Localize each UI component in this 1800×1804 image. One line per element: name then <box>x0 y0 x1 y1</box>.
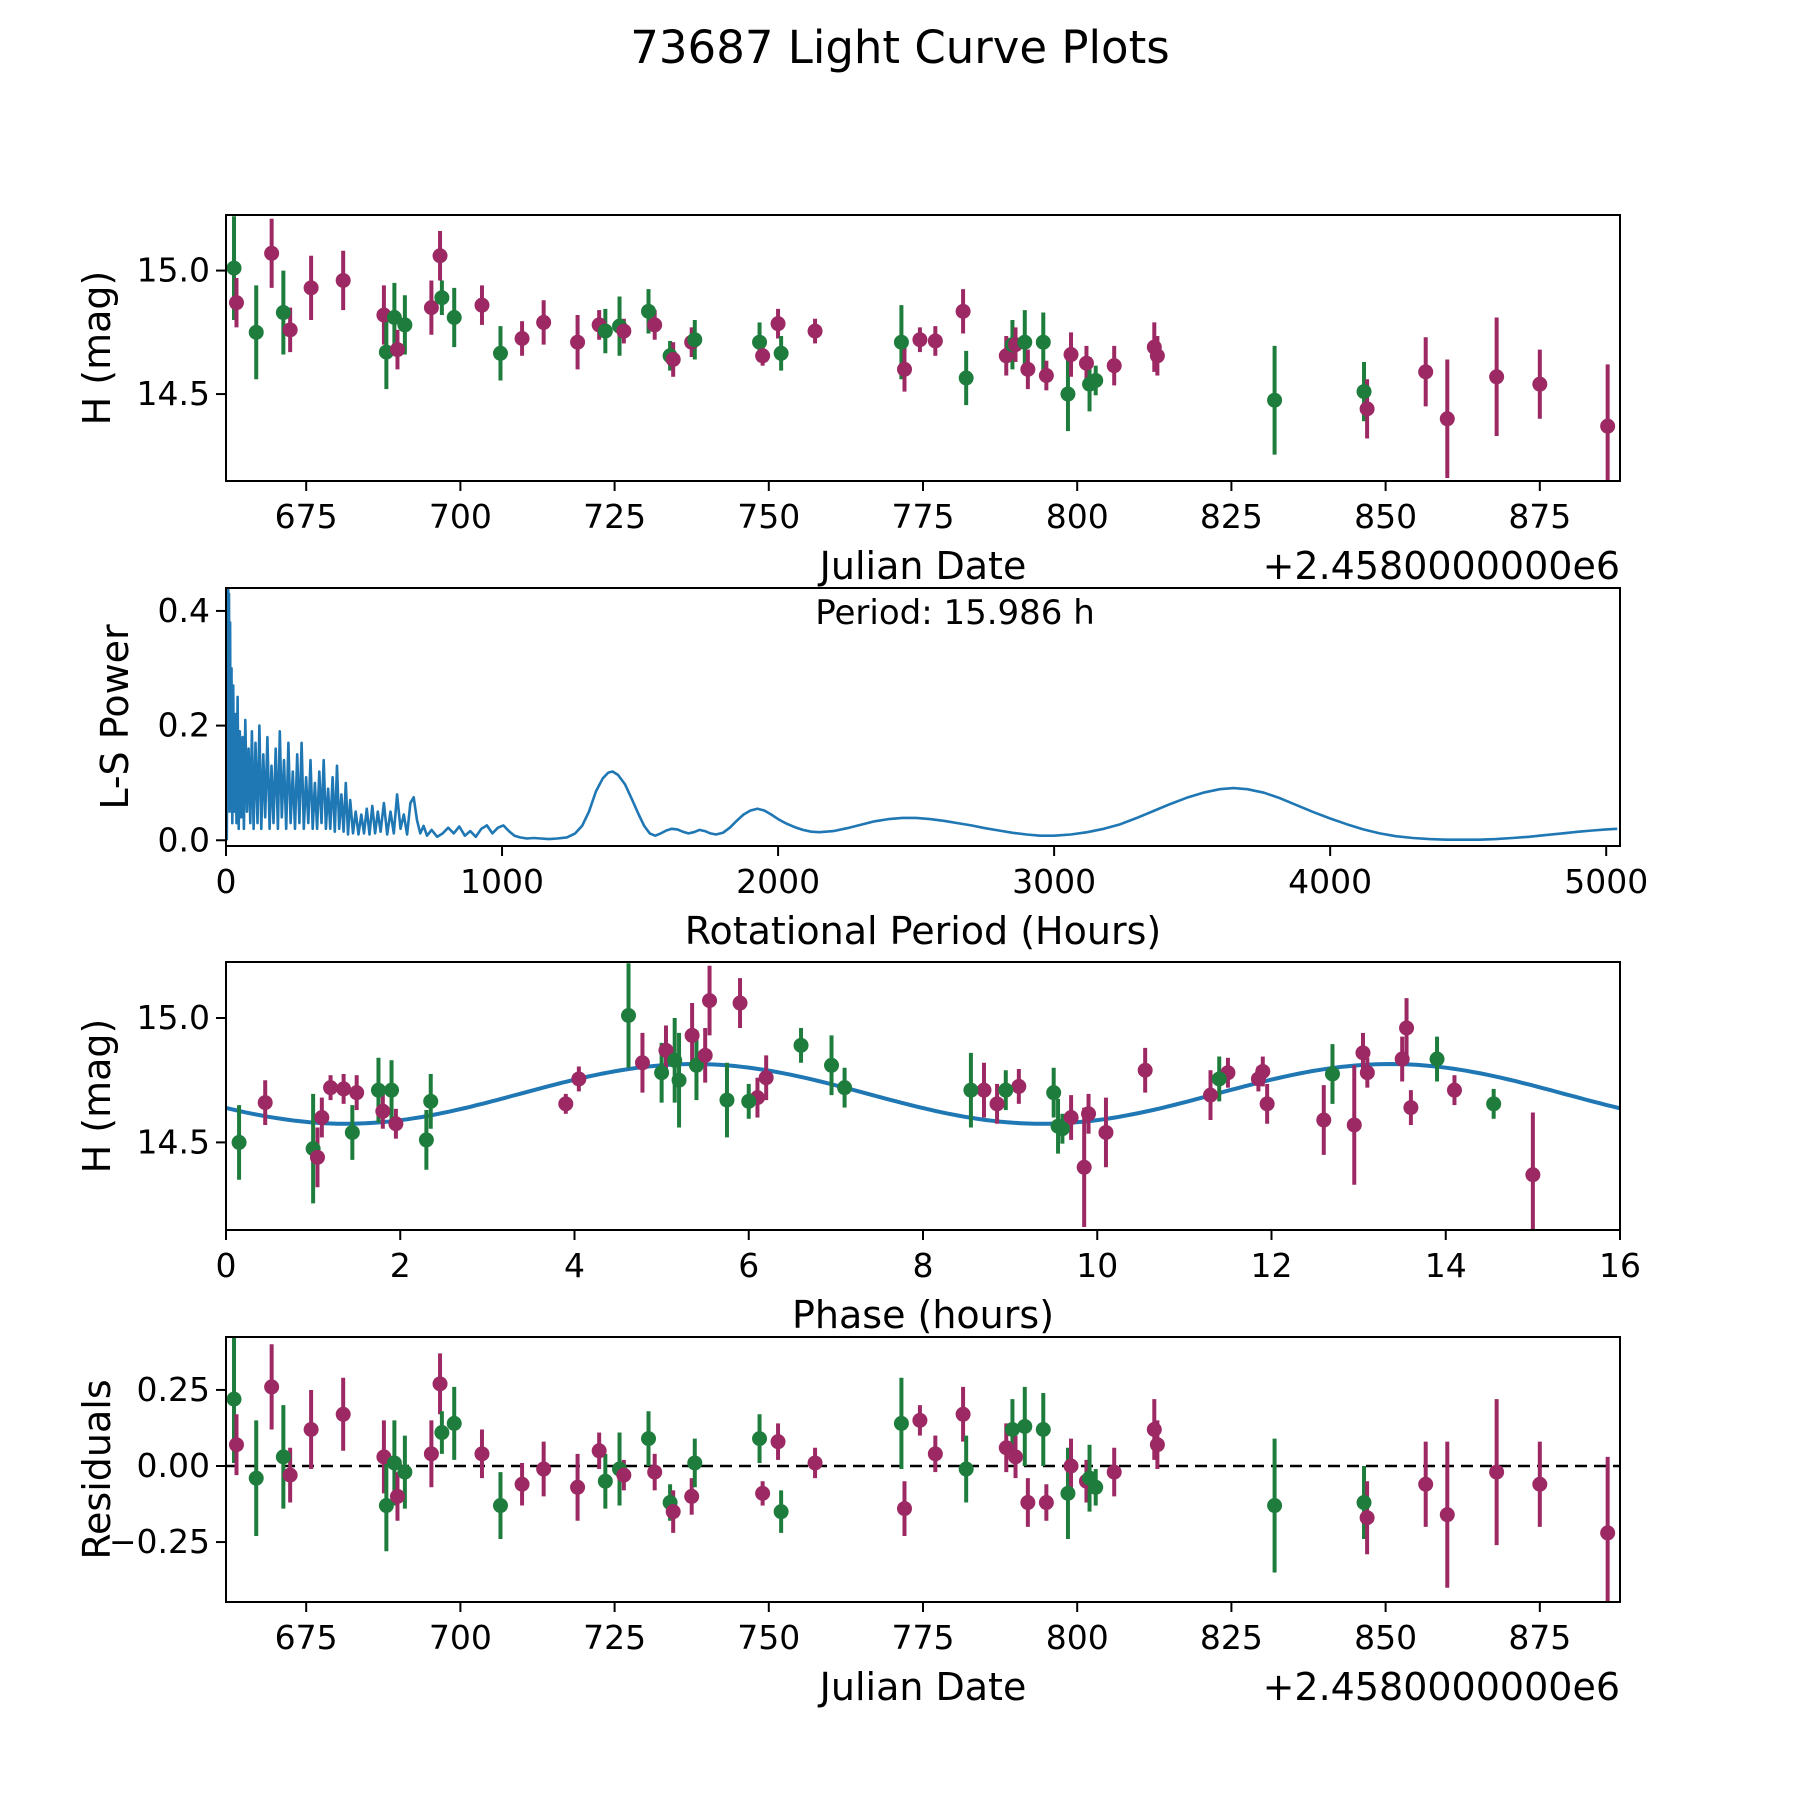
data-point <box>264 1379 279 1394</box>
phase-folded-panel-xtick-label: 4 <box>564 1246 585 1285</box>
residuals-panel-xtick-label: 825 <box>1199 1618 1263 1657</box>
residuals-panel-xtick-label: 750 <box>737 1618 801 1657</box>
periodogram-panel-ylabel: L-S Power <box>93 624 137 810</box>
data-point <box>598 324 613 339</box>
data-point <box>276 1449 291 1464</box>
periodogram-panel-xtick-label: 2000 <box>736 862 821 901</box>
data-point <box>616 324 631 339</box>
data-point <box>345 1125 360 1140</box>
data-point <box>621 1008 636 1023</box>
data-point <box>824 1058 839 1073</box>
figure-title: 73687 Light Curve Plots <box>630 21 1170 74</box>
phase-folded-panel-xlabel: Phase (hours) <box>791 1293 1055 1337</box>
jd-magnitude-panel-plot-area <box>227 216 1616 488</box>
data-point <box>774 1504 789 1519</box>
phase-folded-panel-xtick-label: 0 <box>215 1246 237 1285</box>
jd-magnitude-panel-ytick-label: 15.0 <box>136 250 210 290</box>
data-point <box>741 1094 756 1109</box>
data-point <box>1017 335 1032 350</box>
data-point <box>283 322 298 337</box>
residuals-panel-offset-text: +2.4580000000e6 <box>1262 1665 1620 1709</box>
panel-spines <box>226 1337 1620 1602</box>
data-point <box>1267 393 1282 408</box>
data-point <box>493 346 508 361</box>
periodogram-panel-ytick-label: 0.2 <box>157 705 210 745</box>
data-point <box>894 1416 909 1431</box>
periodogram-panel-ticks <box>158 591 1649 901</box>
data-point <box>349 1085 364 1100</box>
data-point <box>1060 387 1075 402</box>
jd-magnitude-panel-xtick-label: 700 <box>428 497 492 536</box>
data-point <box>571 1071 586 1086</box>
residuals-panel-xtick-label: 775 <box>891 1618 955 1657</box>
periodogram-panel-ytick-label: 0.0 <box>157 820 210 860</box>
data-point <box>976 1083 991 1098</box>
residuals-panel-plot-area <box>226 1335 1620 1609</box>
data-point <box>1036 1422 1051 1437</box>
data-point <box>1081 1106 1096 1121</box>
data-point <box>249 1471 264 1486</box>
data-point <box>1212 1071 1227 1086</box>
data-point <box>423 1094 438 1109</box>
data-point <box>515 1477 530 1492</box>
residuals-panel-ticks <box>109 1370 1571 1657</box>
periodogram-panel-ytick-label: 0.4 <box>157 590 210 630</box>
data-point <box>598 1474 613 1489</box>
jd-magnitude-panel-xtick-label: 750 <box>737 497 801 536</box>
data-point <box>990 1096 1005 1111</box>
phase-folded-panel-ytick-label: 15.0 <box>136 997 210 1037</box>
data-point <box>956 304 971 319</box>
data-point <box>390 1489 405 1504</box>
data-point <box>666 352 681 367</box>
data-point <box>684 1489 699 1504</box>
data-point <box>227 1392 242 1407</box>
jd-magnitude-panel-xlabel: Julian Date <box>819 544 1027 588</box>
data-point <box>1418 1477 1433 1492</box>
periodogram-panel-xtick-label: 4000 <box>1288 862 1373 901</box>
data-point <box>1203 1088 1218 1103</box>
data-point <box>232 1135 247 1150</box>
data-point <box>474 298 489 313</box>
residuals-panel-xtick-label: 675 <box>274 1618 338 1657</box>
data-point <box>434 1425 449 1440</box>
residuals-panel-xtick-label: 800 <box>1045 1618 1109 1657</box>
data-point <box>687 1455 702 1470</box>
phase-folded-panel-ticks <box>137 998 1641 1285</box>
data-point <box>719 1093 734 1108</box>
data-point <box>384 1083 399 1098</box>
data-point <box>424 1446 439 1461</box>
data-point <box>227 261 242 276</box>
residuals-panel <box>75 1335 1620 1709</box>
data-point <box>897 362 912 377</box>
phase-folded-panel-ylabel: H (mag) <box>75 1018 119 1174</box>
data-point <box>685 1028 700 1043</box>
phase-folded-panel-plot-area <box>226 963 1620 1237</box>
data-point <box>1525 1167 1540 1182</box>
data-point <box>702 993 717 1008</box>
data-point <box>752 335 767 350</box>
jd-magnitude-panel-xtick-label: 875 <box>1508 497 1572 536</box>
data-point <box>1347 1117 1362 1132</box>
data-point <box>1532 377 1547 392</box>
data-point <box>654 1065 669 1080</box>
phase-folded-panel-xtick-label: 10 <box>1076 1246 1119 1285</box>
data-point <box>894 335 909 350</box>
data-point <box>1039 1495 1054 1510</box>
data-point <box>1107 1465 1122 1480</box>
jd-magnitude-panel-ylabel: H (mag) <box>75 270 119 426</box>
phase-folded-panel-xtick-label: 8 <box>912 1246 934 1285</box>
data-point <box>1403 1100 1418 1115</box>
data-point <box>1360 401 1375 416</box>
jd-magnitude-panel-offset-text: +2.4580000000e6 <box>1262 544 1620 588</box>
data-point <box>1008 1449 1023 1464</box>
data-point <box>1600 1525 1615 1540</box>
data-point <box>1360 1065 1375 1080</box>
data-point <box>536 315 551 330</box>
data-point <box>1489 369 1504 384</box>
data-point <box>371 1083 386 1098</box>
data-point <box>1150 348 1165 363</box>
data-point <box>536 1462 551 1477</box>
data-point <box>447 310 462 325</box>
data-point <box>1355 1045 1370 1060</box>
data-point <box>1489 1465 1504 1480</box>
data-point <box>808 1455 823 1470</box>
jd-magnitude-panel-xtick-label: 850 <box>1354 497 1418 536</box>
periodogram-panel-xtick-label: 5000 <box>1564 862 1649 901</box>
data-point <box>493 1498 508 1513</box>
residuals-panel-ytick-label: 0.00 <box>136 1446 210 1486</box>
data-point <box>956 1407 971 1422</box>
data-point <box>515 331 530 346</box>
data-point <box>641 1431 656 1446</box>
phase-folded-panel-xtick-label: 16 <box>1599 1246 1641 1285</box>
data-point <box>304 280 319 295</box>
data-point <box>1055 1121 1070 1136</box>
data-point <box>759 1070 774 1085</box>
periodogram-panel-xtick-label: 3000 <box>1012 862 1097 901</box>
data-point <box>433 248 448 263</box>
phase-folded-panel-xtick-label: 2 <box>389 1246 411 1285</box>
data-point <box>1088 1480 1103 1495</box>
data-point <box>570 335 585 350</box>
data-point <box>1260 1096 1275 1111</box>
data-point <box>1316 1113 1331 1128</box>
data-point <box>647 1465 662 1480</box>
data-point <box>390 342 405 357</box>
data-point <box>434 290 449 305</box>
jd-magnitude-panel <box>75 216 1620 588</box>
data-point <box>570 1480 585 1495</box>
residuals-panel-xlabel: Julian Date <box>819 1665 1027 1709</box>
data-point <box>1395 1052 1410 1067</box>
data-point <box>1440 411 1455 426</box>
data-point <box>1357 1495 1372 1510</box>
residuals-panel-ytick-label: 0.25 <box>136 1369 210 1409</box>
data-point <box>912 1413 927 1428</box>
data-point <box>433 1376 448 1391</box>
periodogram-panel <box>93 588 1648 953</box>
jd-magnitude-panel-xtick-label: 800 <box>1045 497 1109 536</box>
data-point <box>229 295 244 310</box>
data-point <box>1017 1419 1032 1434</box>
data-point <box>447 1416 462 1431</box>
residuals-panel-ytick-label: −0.25 <box>108 1522 210 1562</box>
data-point <box>666 1504 681 1519</box>
data-point <box>1060 1486 1075 1501</box>
data-point <box>375 1104 390 1119</box>
data-point <box>558 1096 573 1111</box>
phase-folded-panel-xtick-label: 12 <box>1250 1246 1293 1285</box>
data-point <box>1255 1064 1270 1079</box>
data-point <box>1532 1477 1547 1492</box>
periodogram-panel-xtick-label: 1000 <box>460 862 545 901</box>
data-point <box>314 1110 329 1125</box>
data-point <box>419 1132 434 1147</box>
data-point <box>837 1080 852 1095</box>
data-point <box>1267 1498 1282 1513</box>
jd-magnitude-panel-xtick-label: 825 <box>1199 497 1263 536</box>
data-point <box>928 1446 943 1461</box>
data-point <box>1150 1437 1165 1452</box>
data-point <box>249 325 264 340</box>
data-point <box>1357 384 1372 399</box>
data-point <box>771 316 786 331</box>
data-point <box>912 332 927 347</box>
data-point <box>733 996 748 1011</box>
data-point <box>1138 1063 1153 1078</box>
data-point <box>1064 1459 1079 1474</box>
data-point <box>264 246 279 261</box>
data-point <box>928 333 943 348</box>
phase-folded-panel <box>75 963 1641 1337</box>
data-point <box>1147 1422 1162 1437</box>
data-point <box>283 1468 298 1483</box>
data-point <box>1020 1495 1035 1510</box>
data-point <box>388 1116 403 1131</box>
data-point <box>1399 1020 1414 1035</box>
data-point <box>1486 1096 1501 1111</box>
jd-magnitude-panel-xtick-label: 775 <box>891 497 955 536</box>
residuals-panel-xtick-label: 700 <box>428 1618 492 1657</box>
data-point <box>963 1083 978 1098</box>
residuals-panel-xtick-label: 875 <box>1508 1618 1572 1657</box>
data-point <box>397 317 412 332</box>
data-point <box>959 371 974 386</box>
data-point <box>1020 362 1035 377</box>
data-point <box>1064 347 1079 362</box>
data-point <box>1325 1066 1340 1081</box>
residuals-panel-ylabel: Residuals <box>75 1379 119 1560</box>
data-point <box>397 1465 412 1480</box>
data-point <box>959 1462 974 1477</box>
data-point <box>687 332 702 347</box>
data-point <box>647 317 662 332</box>
data-point <box>667 1053 682 1068</box>
data-point <box>229 1437 244 1452</box>
data-point <box>258 1095 273 1110</box>
data-point <box>794 1038 809 1053</box>
data-point <box>1079 356 1094 371</box>
jd-magnitude-panel-xtick-label: 675 <box>274 497 338 536</box>
data-point <box>1011 1079 1026 1094</box>
phase-folded-panel-xtick-label: 6 <box>738 1246 760 1285</box>
data-point <box>1360 1510 1375 1525</box>
data-point <box>755 348 770 363</box>
data-point <box>310 1150 325 1165</box>
data-point <box>592 1443 607 1458</box>
data-point <box>635 1055 650 1070</box>
period-annotation: Period: 15.986 h <box>815 593 1095 633</box>
periodogram-panel-xlabel: Rotational Period (Hours) <box>684 909 1162 953</box>
data-point <box>1107 358 1122 373</box>
data-point <box>474 1446 489 1461</box>
data-point <box>752 1431 767 1446</box>
jd-magnitude-panel-xtick-label: 725 <box>583 497 647 536</box>
data-point <box>1440 1507 1455 1522</box>
phase-folded-panel-xtick-label: 14 <box>1424 1246 1467 1285</box>
data-point <box>276 305 291 320</box>
data-point <box>1447 1083 1462 1098</box>
data-point <box>1430 1052 1445 1067</box>
data-point <box>1036 335 1051 350</box>
data-point <box>323 1080 338 1095</box>
data-point <box>774 346 789 361</box>
jd-magnitude-panel-ticks <box>137 251 1572 536</box>
data-point <box>1046 1085 1061 1100</box>
periodogram-panel-xtick-label: 0 <box>215 862 237 901</box>
data-point <box>336 1081 351 1096</box>
data-point <box>771 1434 786 1449</box>
phase-folded-panel-ytick-label: 14.5 <box>136 1122 210 1162</box>
data-point <box>808 324 823 339</box>
data-point <box>1039 368 1054 383</box>
data-point <box>304 1422 319 1437</box>
data-point <box>1418 364 1433 379</box>
data-point <box>641 304 656 319</box>
data-point <box>336 273 351 288</box>
data-point <box>1098 1125 1113 1140</box>
jd-magnitude-panel-ytick-label: 14.5 <box>136 374 210 414</box>
data-point <box>1088 373 1103 388</box>
data-point <box>336 1407 351 1422</box>
data-point <box>998 1083 1013 1098</box>
data-point <box>698 1048 713 1063</box>
residuals-panel-xtick-label: 850 <box>1354 1618 1418 1657</box>
data-point <box>1600 419 1615 434</box>
data-point <box>672 1073 687 1088</box>
data-point <box>1077 1160 1092 1175</box>
data-point <box>755 1486 770 1501</box>
data-point <box>616 1468 631 1483</box>
data-point <box>897 1501 912 1516</box>
residuals-panel-xtick-label: 725 <box>583 1618 647 1657</box>
